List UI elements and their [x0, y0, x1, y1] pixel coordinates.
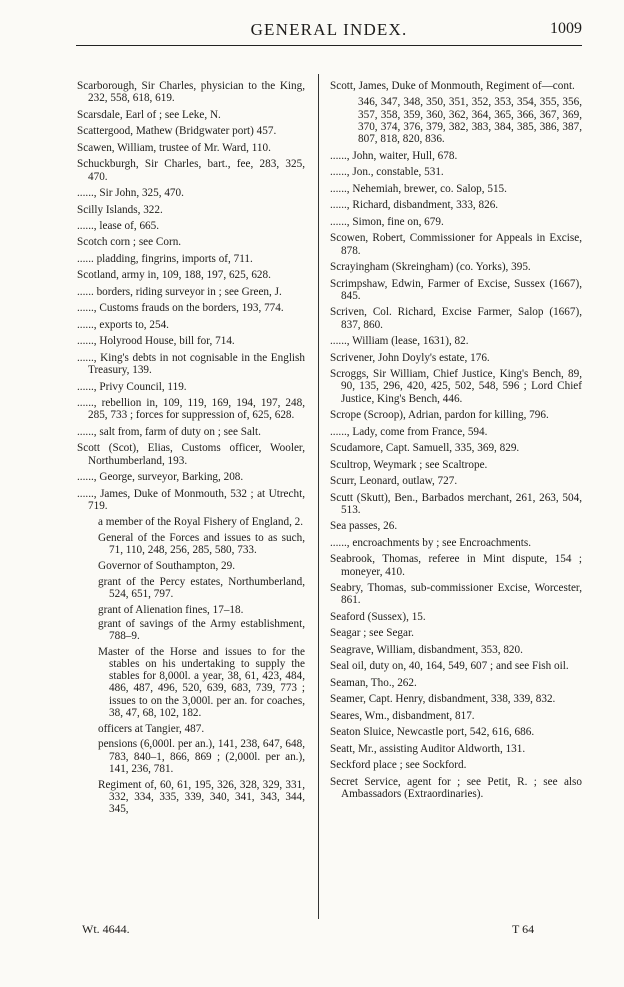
footer-signature: T 64 [512, 922, 535, 936]
index-column-left [77, 80, 305, 819]
index-entry: Scutt (Skutt), Ben., Barbados merchant, 261, 263, 504, 513. [330, 491, 582, 516]
index-entry: Regiment of, 60, 61, 195, 326, 328, 329, 331, 332, 334, 335, 339, 340, 341, 343, 344, 345, [98, 778, 305, 816]
index-entry: ......, rebellion in, 109, 119, 169, 194, 197, 248, 285, 733 ; forces for suppression of, 625, 628. [77, 397, 305, 422]
index-entry: ...... pladding, fingrins, imports of, 711. [77, 252, 253, 265]
index-entry: ......, Privy Council, 119. [77, 380, 187, 393]
index-entry: Seaman, Tho., 262. [330, 676, 417, 689]
index-entry: ......, Richard, disbandment, 333, 826. [330, 199, 499, 212]
index-entry: ......, Simon, fine on, 679. [330, 215, 444, 228]
footer-print-code: Wt. 4644. [82, 922, 130, 936]
index-entry: Master of the Horse and issues to for the stables on his undertaking to supply the stables for 8,000l. a year, 38, 61, 423, 484, 486, 487, 496, 520, 639, 683, 739, 773 ; issues to on the 3,000l. per an. for coaches, 38, 47, 68, 102, 182. [98, 645, 305, 720]
index-entry: officers at Tangier, 487. [98, 722, 205, 735]
index-entry: Scotland, army in, 109, 188, 197, 625, 628. [77, 269, 271, 282]
index-entry: Scott (Scot), Elias, Customs officer, Wooler, Northumberland, 193. [77, 442, 305, 467]
index-entry: ......, Lady, come from France, 594. [330, 425, 488, 438]
index-entry: ......, Customs frauds on the borders, 193, 774. [77, 302, 284, 315]
index-entry: Seabry, Thomas, sub-commissioner Excise, Worcester, 861. [330, 582, 582, 607]
index-entry: 346, 347, 348, 350, 351, 352, 353, 354, 355, 356, 357, 358, 359, 360, 362, 364, 365, 366, 367, 369, 370, 374, 376, 379, 382, 383, 384, 385, 386, 387, 807, 818, 820, 836. [358, 96, 582, 146]
index-entry: Scilly Islands, 322. [77, 203, 163, 216]
index-entry: Seckford place ; see Sockford. [330, 759, 467, 772]
index-entry: ......, Nehemiah, brewer, co. Salop, 515. [330, 182, 507, 195]
index-entry: ......, Holyrood House, bill for, 714. [77, 335, 235, 348]
index-entry: Seaton Sluice, Newcastle port, 542, 616, 686. [330, 726, 535, 739]
index-entry: ......, George, surveyor, Barking, 208. [77, 471, 244, 484]
index-entry: ......, King's debts in not cognisable in the English Treasury, 139. [77, 351, 305, 377]
page-title: GENERAL INDEX. [250, 20, 408, 39]
index-entry: Scurr, Leonard, outlaw, 727. [330, 475, 458, 488]
index-entry: ......, lease of, 665. [77, 219, 160, 232]
index-entry: Scowen, Robert, Commissioner for Appeals in Excise, 878. [330, 232, 582, 257]
index-entry: Scattergood, Mathew (Bridgwater port) 457. [77, 125, 277, 138]
index-entry: Seagar ; see Segar. [330, 627, 414, 640]
index-entry: Scriven, Col. Richard, Excise Farmer, Salop (1667), 837, 860. [330, 306, 582, 331]
index-entry: Scrivener, John Doyly's estate, 176. [330, 351, 490, 364]
index-entry: ......, James, Duke of Monmouth, 532 ; at Utrecht, 719. [77, 487, 305, 512]
index-entry: grant of Alienation fines, 17–18. [98, 603, 244, 616]
index-entry: ...... borders, riding surveyor in ; see Green, J. [77, 285, 282, 298]
index-entry: ......, salt from, farm of duty on ; see Salt. [77, 425, 261, 438]
index-entry: Seatt, Mr., assisting Auditor Aldworth, 131. [330, 742, 526, 755]
index-entry: Schuckburgh, Sir Charles, bart., fee, 283, 325, 470. [77, 158, 305, 183]
index-entry: ......, John, waiter, Hull, 678. [330, 149, 458, 162]
index-entry: a member of the Royal Fishery of England, 2. [98, 516, 304, 529]
index-entry: Seaford (Sussex), 15. [330, 610, 426, 623]
index-entry: Scotch corn ; see Corn. [77, 236, 182, 249]
index-entry: Scrimpshaw, Edwin, Farmer of Excise, Sussex (1667), 845. [330, 277, 582, 302]
index-column-right [330, 80, 582, 805]
index-entry: pensions (6,000l. per an.), 141, 238, 647, 648, 783, 840–1, 866, 869 ; (2,000l. per an.), 141, 236, 781. [98, 738, 305, 776]
index-entry: Seabrook, Thomas, referee in Mint dispute, 154 ; moneyer, 410. [330, 553, 582, 578]
index-entry: Seagrave, William, disbandment, 353, 820. [330, 643, 523, 656]
index-entry: Seares, Wm., disbandment, 817. [330, 709, 475, 722]
column-divider [318, 74, 319, 919]
index-entry: Scarborough, Sir Charles, physician to the King, 232, 558, 618, 619. [77, 80, 305, 105]
index-entry: Scrayingham (Skreingham) (co. Yorks), 395. [330, 261, 531, 274]
index-entry: Scrope (Scroop), Adrian, pardon for killing, 796. [330, 409, 549, 422]
index-entry: Scarsdale, Earl of ; see Leke, N. [77, 108, 221, 121]
index-entry: grant of the Percy estates, Northumberland, 524, 651, 797. [98, 575, 305, 601]
index-entry: General of the Forces and issues to as such, 71, 110, 248, 256, 285, 580, 733. [98, 532, 305, 557]
index-entry: ......, exports to, 254. [77, 318, 169, 331]
header-rule [76, 45, 582, 46]
index-entry: ......, encroachments by ; see Encroachments. [330, 536, 531, 549]
page-number: 1009 [550, 20, 582, 37]
index-entry: Scroggs, Sir William, Chief Justice, King's Bench, 89, 90, 135, 296, 420, 425, 502, 548, 596 ; Lord Chief Justice, King's Bench, 446. [330, 368, 582, 405]
index-entry: Scudamore, Capt. Samuell, 335, 369, 829. [330, 442, 520, 455]
page-header [76, 20, 582, 44]
index-entry: Seal oil, duty on, 40, 164, 549, 607 ; and see Fish oil. [330, 660, 569, 673]
index-entry: Scott, James, Duke of Monmouth, Regiment of—cont. [330, 80, 575, 92]
index-entry: Sea passes, 26. [330, 520, 398, 533]
index-entry: Seamer, Capt. Henry, disbandment, 338, 339, 832. [330, 693, 556, 706]
index-entry: Secret Service, agent for ; see Petit, R. ; see also Ambassadors (Extraordinaries). [330, 775, 582, 801]
index-entry: Scawen, William, trustee of Mr. Ward, 110. [77, 141, 271, 154]
index-entry: ......, William (lease, 1631), 82. [330, 335, 469, 348]
index-entry: Scultrop, Weymark ; see Scaltrope. [330, 458, 488, 471]
index-entry: ......, Jon., constable, 531. [330, 166, 444, 179]
index-entry: Governor of Southampton, 29. [98, 560, 236, 573]
index-entry: ......, Sir John, 325, 470. [77, 187, 184, 200]
index-entry: grant of savings of the Army establishment, 788–9. [98, 617, 305, 642]
